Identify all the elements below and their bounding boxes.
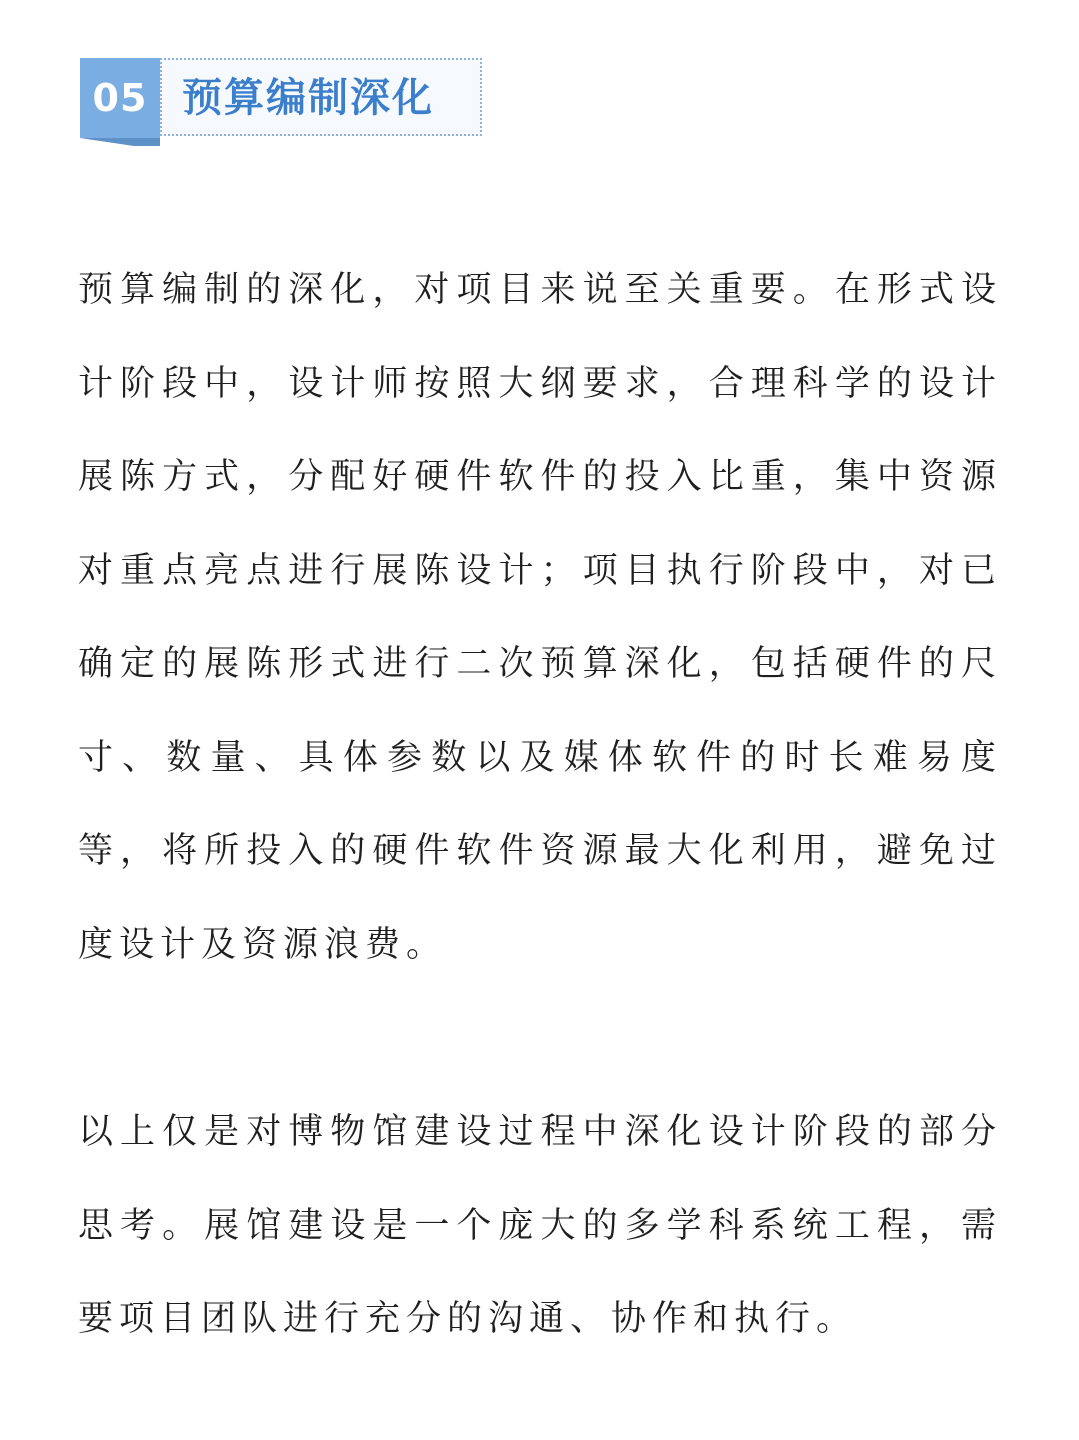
paragraph-conclusion: 以上仅是对博物馆建设过程中深化设计阶段的部分思考。展馆建设是一个庞大的多学科系统工程，需要项目团队进行充分的沟通、协作和执行。 xyxy=(78,1112,1002,1339)
article-body xyxy=(78,244,1002,1367)
section-title: 预算编制深化 xyxy=(182,75,434,121)
paragraph-budget-deepening: 预算编制的深化，对项目来说至关重要。在形式设计阶段中，设计师按照大纲要求，合理科学的设计展陈方式，分配好硬件软件的投入比重，集中资源对重点亮点进行展陈设计；项目执行阶段中，对已确定的展陈形式进行二次预算深化，包括硬件的尺寸、数量、具体参数以及媒体软件的时长难易度等，将所投入的硬件软件资源最大化利用，避免过度设计及资源浪费。 xyxy=(78,270,1002,965)
section-header xyxy=(80,58,484,140)
section-number-badge: 05 xyxy=(80,58,160,138)
badge-fold-shadow xyxy=(80,138,160,146)
